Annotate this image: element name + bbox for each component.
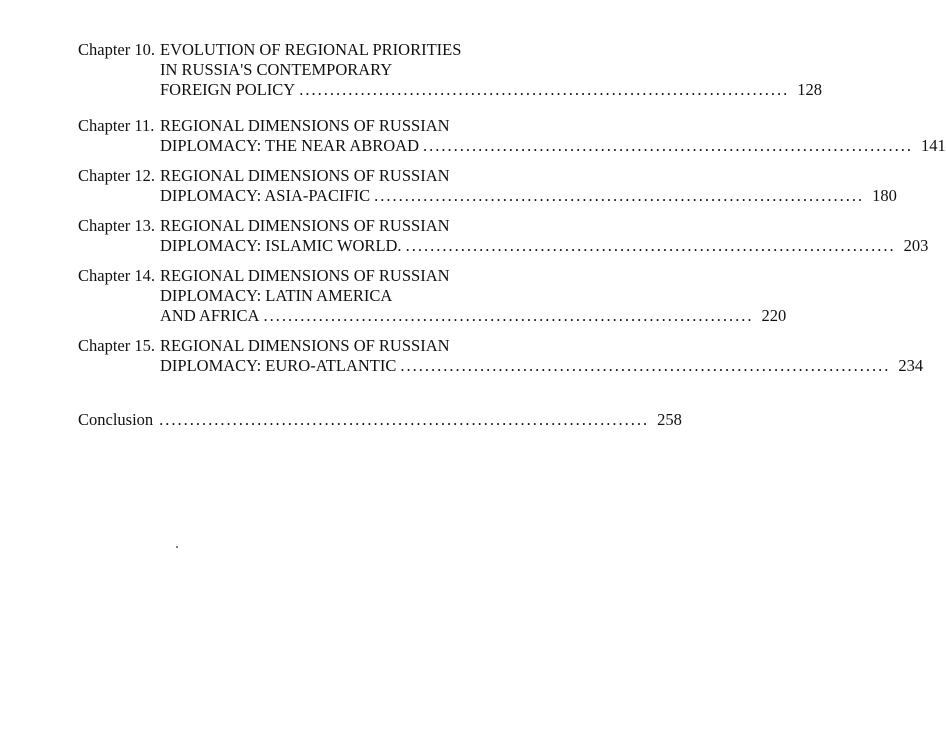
chapter-label: Chapter 11. — [78, 116, 155, 135]
chapter-title-line: IN RUSSIA'S CONTEMPORARY — [160, 60, 393, 79]
chapter-title — [160, 266, 787, 326]
toc-entry-chapter-14[interactable] — [78, 266, 787, 326]
chapter-title-line: DIPLOMACY: LATIN AMERICA — [160, 286, 393, 305]
page-number: 258 — [657, 410, 682, 429]
page-number: 128 — [797, 80, 822, 99]
chapter-title-line: REGIONAL DIMENSIONS OF RUSSIAN — [160, 336, 450, 355]
chapter-title — [160, 116, 946, 156]
chapter-label: Chapter 12. — [78, 166, 155, 185]
chapter-title-last-line — [160, 136, 946, 156]
toc-entry-chapter-15[interactable] — [78, 336, 924, 376]
chapter-title-line: REGIONAL DIMENSIONS OF RUSSIAN — [160, 216, 450, 235]
page-number: 180 — [872, 186, 897, 205]
chapter-label: Chapter 10. — [78, 40, 155, 59]
page-number: 220 — [761, 306, 787, 325]
toc-entry-chapter-12[interactable] — [78, 166, 897, 206]
chapter-title-last-line — [160, 186, 897, 206]
chapter-title — [160, 336, 924, 376]
chapter-title-line: DIPLOMACY: ISLAMIC WORLD. — [160, 236, 402, 255]
chapter-title — [160, 166, 897, 206]
chapter-title-last-line — [160, 236, 929, 256]
toc-entry-chapter-13[interactable] — [78, 216, 929, 256]
toc-entry-chapter-11[interactable] — [78, 116, 946, 156]
chapter-label: Chapter 14. — [78, 266, 155, 285]
chapter-title-line: FOREIGN POLICY — [160, 80, 296, 99]
page-number: 203 — [903, 236, 929, 255]
conclusion-label: Conclusion — [78, 410, 154, 429]
chapter-label: Chapter 15. — [78, 336, 155, 355]
chapter-title-last-line — [160, 80, 822, 100]
chapter-title-line: EVOLUTION OF REGIONAL PRIORITIES — [160, 40, 462, 59]
scan-speck — [176, 546, 178, 548]
dot-leader: ................................................................................ — [405, 236, 896, 255]
chapter-title-line: REGIONAL DIMENSIONS OF RUSSIAN — [160, 266, 450, 285]
toc-entry-chapter-10[interactable] — [78, 40, 822, 100]
dot-leader: ................................................................................ — [263, 306, 754, 325]
dot-leader: ................................................................................ — [299, 80, 790, 99]
chapter-title-last-line — [160, 356, 924, 376]
chapter-title — [160, 40, 822, 100]
chapter-title-last-line — [160, 306, 787, 326]
chapter-title-line: REGIONAL DIMENSIONS OF RUSSIAN — [160, 166, 450, 185]
chapter-label: Chapter 13. — [78, 216, 155, 235]
chapter-title-line: REGIONAL DIMENSIONS OF RUSSIAN — [160, 116, 450, 135]
page-number: 141 — [921, 136, 946, 155]
chapter-title-line: DIPLOMACY: EURO-ATLANTIC — [160, 356, 397, 375]
dot-leader: ................................................................................ — [423, 136, 913, 155]
chapter-title-line: DIPLOMACY: ASIA-PACIFIC — [160, 186, 371, 205]
dot-leader: ................................................................................ — [374, 186, 865, 205]
chapter-title-line: AND AFRICA — [160, 306, 260, 325]
page-number: 234 — [898, 356, 924, 375]
chapter-title — [160, 216, 929, 256]
dot-leader: ................................................................................ — [159, 410, 650, 429]
dot-leader: ................................................................................ — [400, 356, 891, 375]
chapter-title-line: DIPLOMACY: THE NEAR ABROAD — [160, 136, 419, 155]
toc-entry-conclusion[interactable] — [78, 410, 682, 430]
